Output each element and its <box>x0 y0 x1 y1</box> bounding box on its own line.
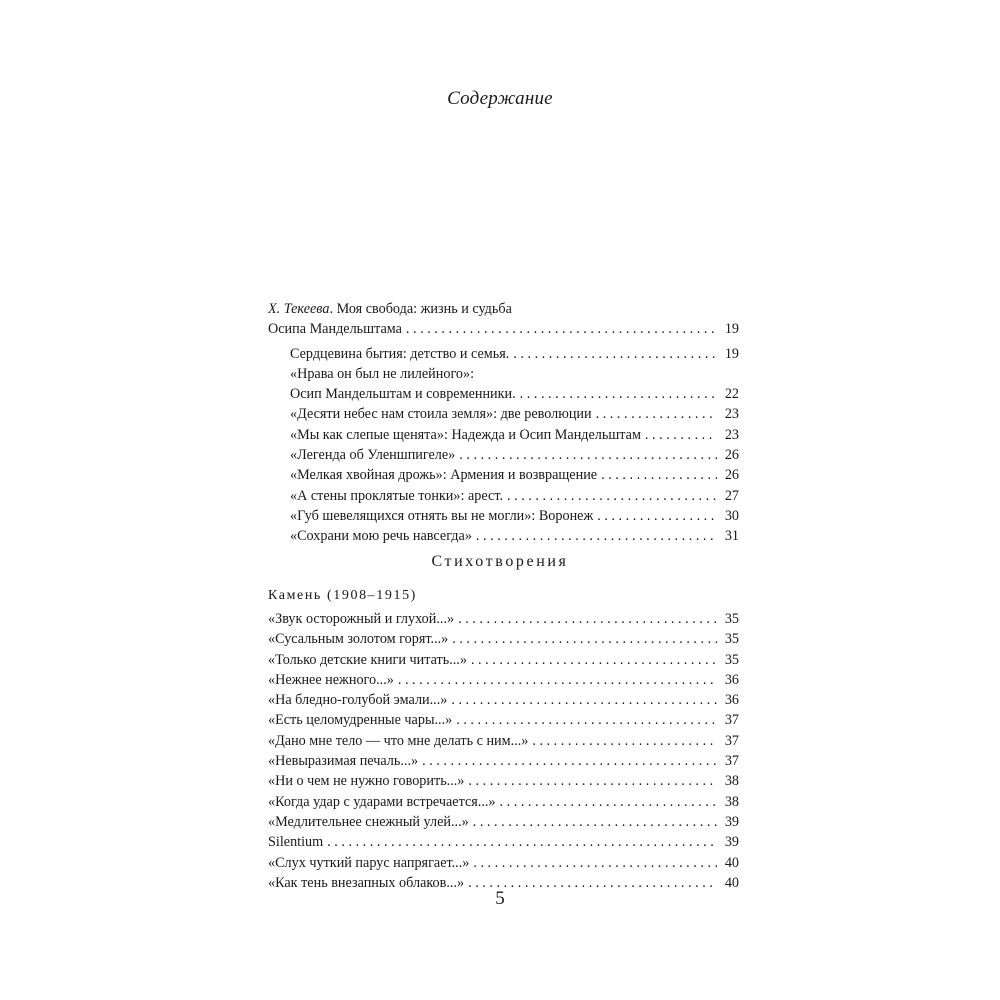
toc-entry <box>268 384 739 404</box>
dot-leader <box>476 526 717 546</box>
toc-entry-label: «Только детские книги читать...» <box>268 651 467 668</box>
toc-entry <box>268 812 739 832</box>
toc-entry <box>268 751 739 771</box>
toc-page-number: 35 <box>724 611 739 627</box>
dot-leader <box>601 465 717 485</box>
toc-entry-label: «Ни о чем не нужно говорить...» <box>268 773 465 790</box>
toc-entry-label: «Слух чуткий парус напрягает...» <box>268 854 470 871</box>
toc-page-number: 31 <box>724 528 739 545</box>
toc-page-number: 22 <box>724 386 739 403</box>
toc-entry <box>268 690 739 710</box>
toc-entry-label: «А стены проклятые тонки»: арест. <box>290 487 503 504</box>
toc-entry-label: «Мы как слепые щенята»: Надежда и Осип Мандельштам <box>290 426 641 443</box>
dot-leader <box>500 792 717 812</box>
dot-leader <box>398 670 717 690</box>
toc-entry <box>268 731 739 751</box>
dot-leader <box>456 710 717 730</box>
toc-page-number: 40 <box>724 854 739 871</box>
toc-page-number: 38 <box>724 793 739 810</box>
intro-toc <box>268 299 739 547</box>
toc-entry <box>268 344 739 364</box>
toc-entry <box>268 526 739 546</box>
toc-page-number: 37 <box>724 712 739 729</box>
toc-page-number: 23 <box>724 426 739 443</box>
toc-page-number: 39 <box>724 813 739 830</box>
toc-page-number: 39 <box>724 834 739 851</box>
toc-page-number: 38 <box>724 773 739 790</box>
toc-entry <box>268 771 739 791</box>
section-heading: Стихотворения <box>431 553 569 570</box>
toc-page-number: 30 <box>724 507 739 524</box>
toc-entry-label: Осип Мандельштам и современники. <box>290 386 516 403</box>
toc-entry <box>268 853 739 873</box>
toc-page-number: 36 <box>724 692 739 709</box>
toc-entry <box>268 650 739 670</box>
toc-page-number: 23 <box>724 406 739 423</box>
intro-heading-line2 <box>268 319 739 339</box>
toc-entry-label: «Дано мне тело — что мне делать с ним...» <box>268 732 529 749</box>
toc-entry-label: «Как тень внезапных облаков...» <box>268 874 465 891</box>
toc-entry-label: «Медлительнее снежный улей...» <box>268 813 469 830</box>
dot-leader <box>597 506 717 526</box>
book-heading: Камень (1908–1915) <box>268 588 417 603</box>
dot-leader <box>520 384 717 404</box>
toc-entry <box>268 832 739 852</box>
toc-entry-label: «Невыразимая печаль...» <box>268 753 419 770</box>
dot-leader <box>471 650 717 670</box>
dot-leader <box>473 812 717 832</box>
dot-leader <box>452 629 717 649</box>
toc-page-number: 19 <box>724 345 739 362</box>
dot-leader <box>459 445 717 465</box>
toc-entry-label: «На бледно-голубой эмали...» <box>268 692 448 709</box>
poems-toc <box>268 609 739 893</box>
toc-entry-label: «Звук осторожный и глухой...» <box>268 611 455 627</box>
toc-page-number: 27 <box>724 487 739 504</box>
dot-leader <box>596 404 717 424</box>
toc-page-number: 37 <box>724 753 739 770</box>
toc-entry <box>268 629 739 649</box>
toc-entry <box>268 506 739 526</box>
toc-page-number: 40 <box>724 874 739 891</box>
toc-entry-label: Осипа Мандельштама <box>268 321 402 338</box>
dot-leader <box>458 609 717 629</box>
dot-leader <box>406 319 717 339</box>
toc-entry-label: «Нежнее нежного...» <box>268 671 394 688</box>
toc-entry-label: «Сохрани мою речь навсегда» <box>290 528 472 545</box>
toc-page-number: 26 <box>724 467 739 484</box>
toc-entry-label: «Мелкая хвойная дрожь»: Армения и возвращение <box>290 467 598 484</box>
dot-leader <box>468 771 717 791</box>
toc-entry <box>268 425 739 445</box>
toc-entry-label: «Когда удар с ударами встречается...» <box>268 793 496 810</box>
dot-leader <box>327 832 717 852</box>
toc-page-number: 36 <box>724 671 739 688</box>
toc-entry <box>268 710 739 730</box>
toc-entry-label: «Губ шевелящихся отнять вы не могли»: Воронеж <box>290 507 594 524</box>
toc-page-number: 26 <box>724 447 739 464</box>
toc-entry <box>268 609 739 629</box>
toc-page-number: 19 <box>724 321 739 338</box>
toc-entry-label: «Легенда об Уленшпигеле» <box>290 447 456 464</box>
toc-entry-label: Silentium <box>268 834 324 851</box>
toc-entry-label: «Есть целомудренные чары...» <box>268 712 453 729</box>
dot-leader <box>532 731 717 751</box>
toc-entry <box>268 445 739 465</box>
toc-entry-line1: «Нрава он был не лилейного»: <box>290 365 475 382</box>
toc-page-number: 35 <box>724 631 739 648</box>
toc-page-number: 37 <box>724 732 739 749</box>
dot-leader <box>513 344 717 364</box>
intro-heading-text: . Моя свобода: жизнь и судьба <box>329 301 512 317</box>
dot-leader <box>451 690 717 710</box>
page-number: 5 <box>495 888 505 909</box>
toc-entry-label: «Сусальным золотом горят...» <box>268 631 449 648</box>
dot-leader <box>422 751 717 771</box>
toc-entry <box>268 404 739 424</box>
dot-leader <box>473 853 717 873</box>
toc-entry-label: Сердцевина бытия: детство и семья. <box>290 345 510 362</box>
toc-entry <box>268 792 739 812</box>
dot-leader <box>507 486 717 506</box>
intro-heading-line1 <box>268 299 739 319</box>
toc-page-number: 35 <box>724 651 739 668</box>
toc-entry <box>268 465 739 485</box>
dot-leader <box>645 425 717 445</box>
toc-entry <box>268 486 739 506</box>
toc-entry-label: «Десяти небес нам стоила земля»: две революции <box>290 406 592 423</box>
intro-author: Х. Текеева <box>268 301 330 317</box>
toc-entry <box>268 670 739 690</box>
page-title: Содержание <box>447 88 553 109</box>
